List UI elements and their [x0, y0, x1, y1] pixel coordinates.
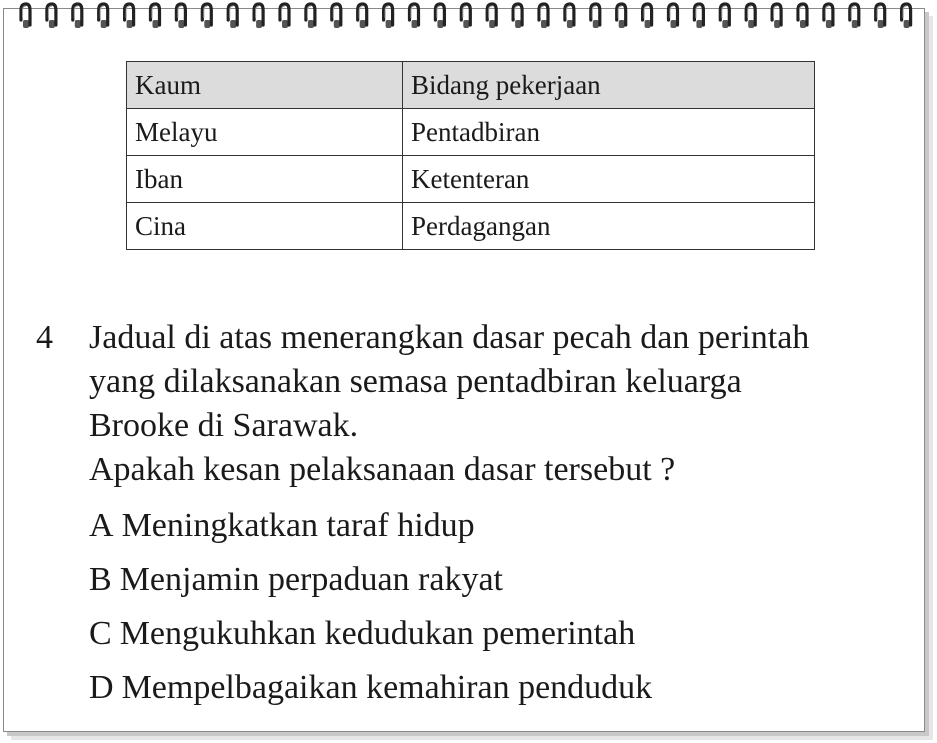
binding-ring [746, 4, 755, 28]
binding-ring [73, 4, 82, 28]
table-header-row [127, 62, 815, 109]
question-stem [89, 316, 909, 492]
option-b[interactable] [89, 558, 909, 612]
binding-ring [47, 4, 56, 28]
table-cell: Iban [127, 156, 403, 203]
question-line: Jadual di atas menerangkan dasar pecah dan perintah [89, 319, 810, 356]
binding-ring [694, 4, 703, 28]
binding-ring [772, 4, 781, 28]
binding-ring [643, 4, 652, 28]
binding-ring [591, 4, 600, 28]
option-text: Menjamin perpaduan rakyat [119, 561, 503, 598]
table-header-cell: Kaum [127, 62, 403, 109]
binding-ring [228, 4, 237, 28]
option-text: Meningkatkan taraf hidup [121, 507, 475, 544]
binding-ring [539, 4, 548, 28]
occupation-table [126, 61, 815, 250]
option-letter: C [89, 615, 112, 652]
binding-ring [850, 4, 859, 28]
binding-ring [99, 4, 108, 28]
option-letter: A [89, 507, 114, 544]
binding-ring [824, 4, 833, 28]
binding-ring [21, 4, 30, 28]
table-cell: Pentadbiran [403, 109, 815, 156]
table-row [127, 156, 815, 203]
table-header-cell: Bidang pekerjaan [403, 62, 815, 109]
binding-ring [280, 4, 289, 28]
binding-ring [384, 4, 393, 28]
binding-ring [410, 4, 419, 28]
option-d[interactable] [89, 666, 909, 720]
binding-ring [876, 4, 885, 28]
binding-ring [513, 4, 522, 28]
option-letter: B [89, 561, 112, 598]
option-a[interactable] [89, 504, 909, 558]
binding-ring [332, 4, 341, 28]
binding-ring [669, 4, 678, 28]
binding-ring [461, 4, 470, 28]
table-row [127, 109, 815, 156]
question-number: 4 [36, 319, 53, 356]
spiral-binding [0, 0, 937, 34]
table-cell: Ketenteran [403, 156, 815, 203]
question-line: Apakah kesan pelaksanaan dasar tersebut ? [89, 451, 676, 488]
binding-ring [435, 4, 444, 28]
question-line: Brooke di Sarawak. [89, 407, 359, 444]
option-text: Mempelbagaikan kemahiran penduduk [121, 669, 653, 706]
option-letter: D [89, 669, 114, 706]
binding-ring [565, 4, 574, 28]
binding-ring [358, 4, 367, 28]
table-cell: Melayu [127, 109, 403, 156]
binding-ring [202, 4, 211, 28]
option-text: Mengukuhkan kedudukan pemerintah [119, 615, 636, 652]
binding-ring [617, 4, 626, 28]
table-row [127, 203, 815, 250]
binding-ring [176, 4, 185, 28]
binding-ring [902, 4, 911, 28]
binding-ring [487, 4, 496, 28]
option-c[interactable] [89, 612, 909, 666]
binding-ring [798, 4, 807, 28]
answer-options [89, 504, 909, 720]
binding-ring [306, 4, 315, 28]
table-cell: Perdagangan [403, 203, 815, 250]
binding-ring [125, 4, 134, 28]
binding-ring [720, 4, 729, 28]
question-line: yang dilaksanakan semasa pentadbiran keluarga [89, 363, 742, 400]
binding-ring [151, 4, 160, 28]
table-cell: Cina [127, 203, 403, 250]
binding-ring [254, 4, 263, 28]
